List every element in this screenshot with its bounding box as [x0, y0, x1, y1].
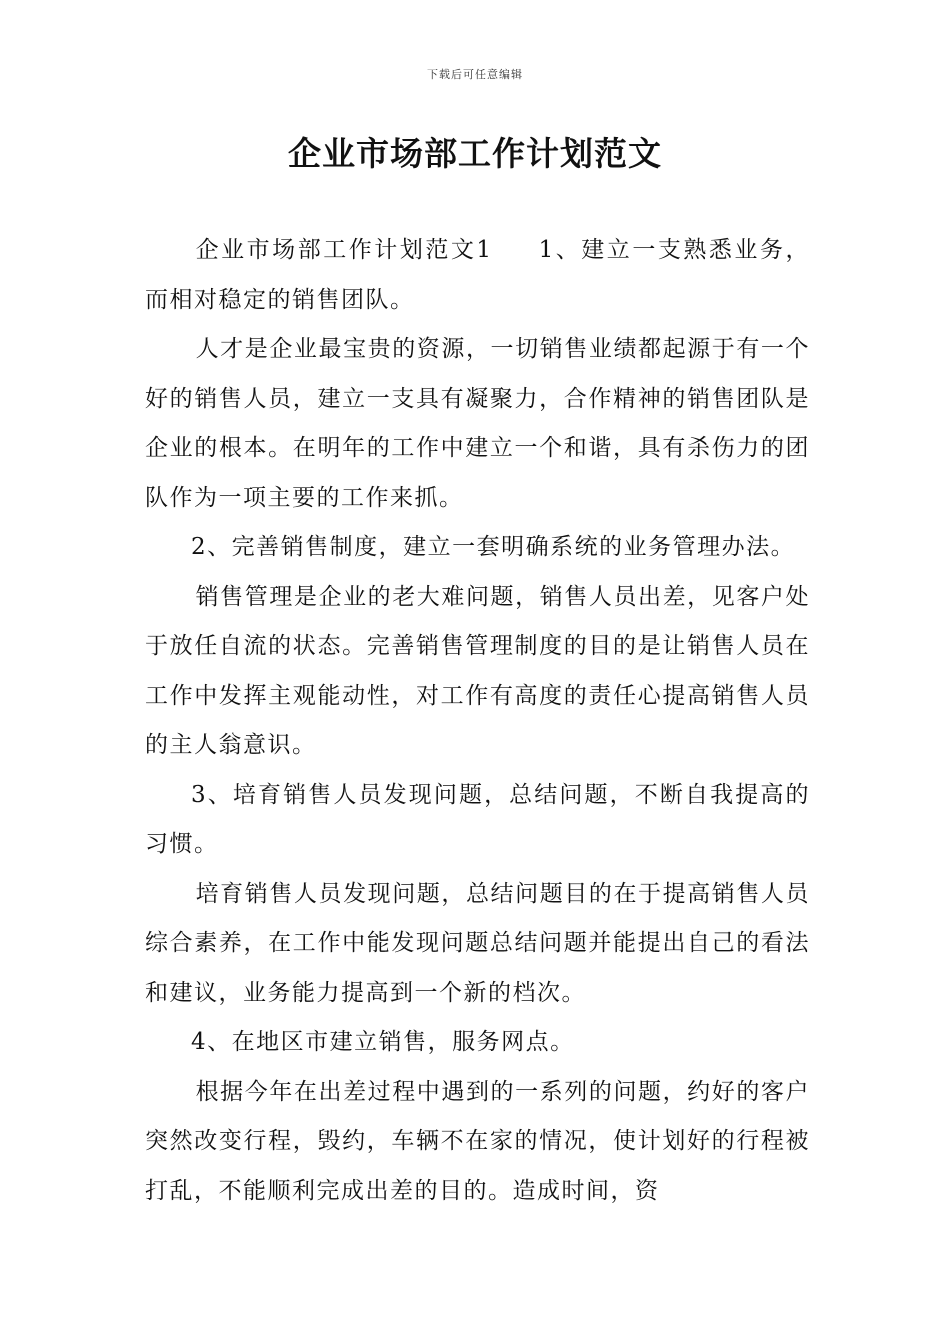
paragraph: 3、培育销售人员发现问题，总结问题，不断自我提高的习惯。 [145, 781, 810, 857]
paragraph: 4、在地区市建立销售，服务网点。 [191, 1029, 575, 1055]
paragraph: 2、完善销售制度，建立一套明确系统的业务管理办法。 [191, 534, 796, 560]
section-heading: 企业市场部工作计划范文1 [195, 237, 493, 263]
paragraph: 销售管理是企业的老大难问题，销售人员出差，见客户处于放任自流的状态。完善销售管理制度的目的是让销售人员在工作中发挥主观能动性，对工作有高度的责任心提高销售人员的主人翁意识。 [145, 583, 810, 758]
header-note: 下载后可任意编辑 [427, 68, 523, 81]
paragraph: 根据今年在出差过程中遇到的一系列的问题，约好的客户突然改变行程，毁约，车辆不在家的情况，使计划好的行程被打乱，不能顺利完成出差的目的。造成时间，资 [145, 1078, 810, 1204]
paragraph: 人才是企业最宝贵的资源，一切销售业绩都起源于有一个好的销售人员，建立一支具有凝聚力，合作精神的销售团队是企业的根本。在明年的工作中建立一个和谐，具有杀伤力的团队作为一项主要的工作来抓。 [145, 336, 810, 511]
document-title: 企业市场部工作计划范文 [288, 134, 662, 173]
document-body [145, 226, 810, 1216]
paragraph-text: 1、建立一支熟悉业务，而相对稳定的销售团队。 [145, 237, 810, 313]
paragraph: 培育销售人员发现问题，总结问题目的在于提高销售人员综合素养，在工作中能发现问题总结问题并能提出自己的看法和建议，业务能力提高到一个新的档次。 [145, 880, 810, 1006]
paragraph [145, 226, 810, 325]
